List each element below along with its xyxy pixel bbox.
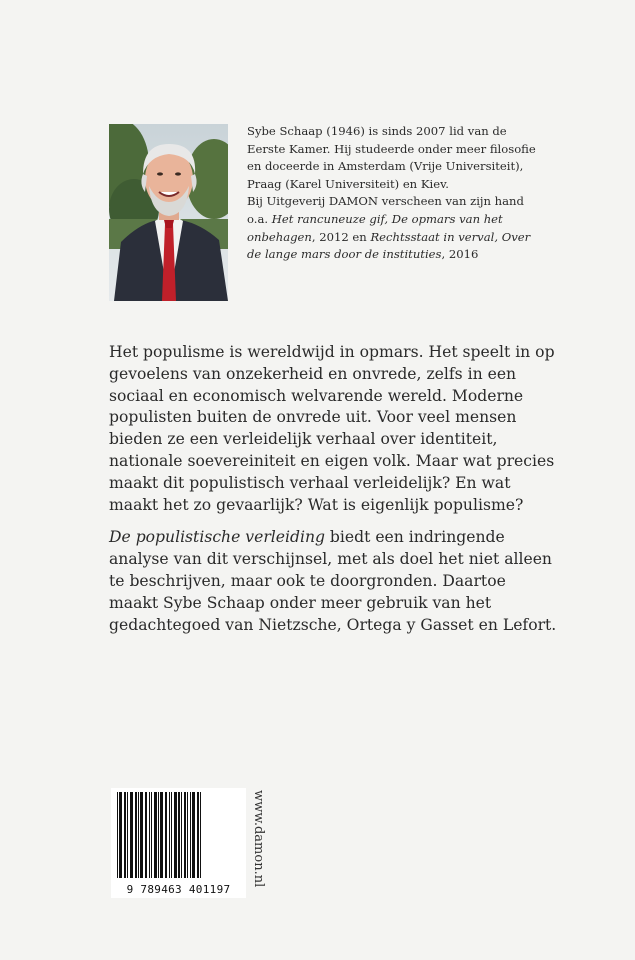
blurb-paragraph-1: Het populisme is wereldwijd in opmars. Het speelt in op gevoelens van onzekerheid en onvrede, zelfs in een sociaal en economisch welvarende wereld. Moderne populisten buiten de onvrede uit. Voor veel mensen bieden ze een verleidelijk verhaal over identiteit, nationale soevereiniteit en eigen volk. Maar wat precies maakt dit populistisch verhaal verleidelijk? En wat maakt het zo gevaarlijk? Wat is eigenlijk populisme? <box>109 343 555 514</box>
book-title-2: Rechtsstaat in verval, Over de lange mars door de instituties <box>247 229 531 262</box>
back-cover-blurb <box>109 342 559 647</box>
book-title-1: Het rancuneuze gif, De opmars van het onbehagen <box>247 211 503 244</box>
bio-publications-prefix: Bij Uitgeverij DAMON verscheen van zijn hand o.a. <box>247 194 524 226</box>
bio-publications <box>247 193 547 263</box>
book-title: De populistische verleiding <box>109 528 325 547</box>
isbn-barcode <box>111 788 246 898</box>
publisher-website: www.damon.nl <box>251 790 266 888</box>
book-year-2: , 2016 <box>441 247 479 262</box>
blurb-paragraph-2 <box>109 527 559 636</box>
author-bio <box>247 123 547 264</box>
isbn-digits: 9 789463 401197 <box>126 883 231 896</box>
barcode-bars <box>111 788 246 880</box>
book-year-1: , 2012 en <box>311 229 371 244</box>
blurb-paragraph-2-text: biedt een indringende analyse van dit verschijnsel, met als doel het niet alleen te beschrijven, maar ook te doorgronden. Daartoe maakt Sybe Schaap onder meer gebruik van het gedachtegoed van Nietzsche, Ortega y Gasset en Lefort. <box>109 528 557 634</box>
author-photo <box>109 124 228 301</box>
bio-intro: Sybe Schaap (1946) is sinds 2007 lid van de Eerste Kamer. Hij studeerde onder meer filosofie en doceerde in Amsterdam (Vrije Universiteit), Praag (Karel Universiteit) en Kiev. <box>247 124 536 191</box>
author-portrait-image <box>109 124 228 301</box>
